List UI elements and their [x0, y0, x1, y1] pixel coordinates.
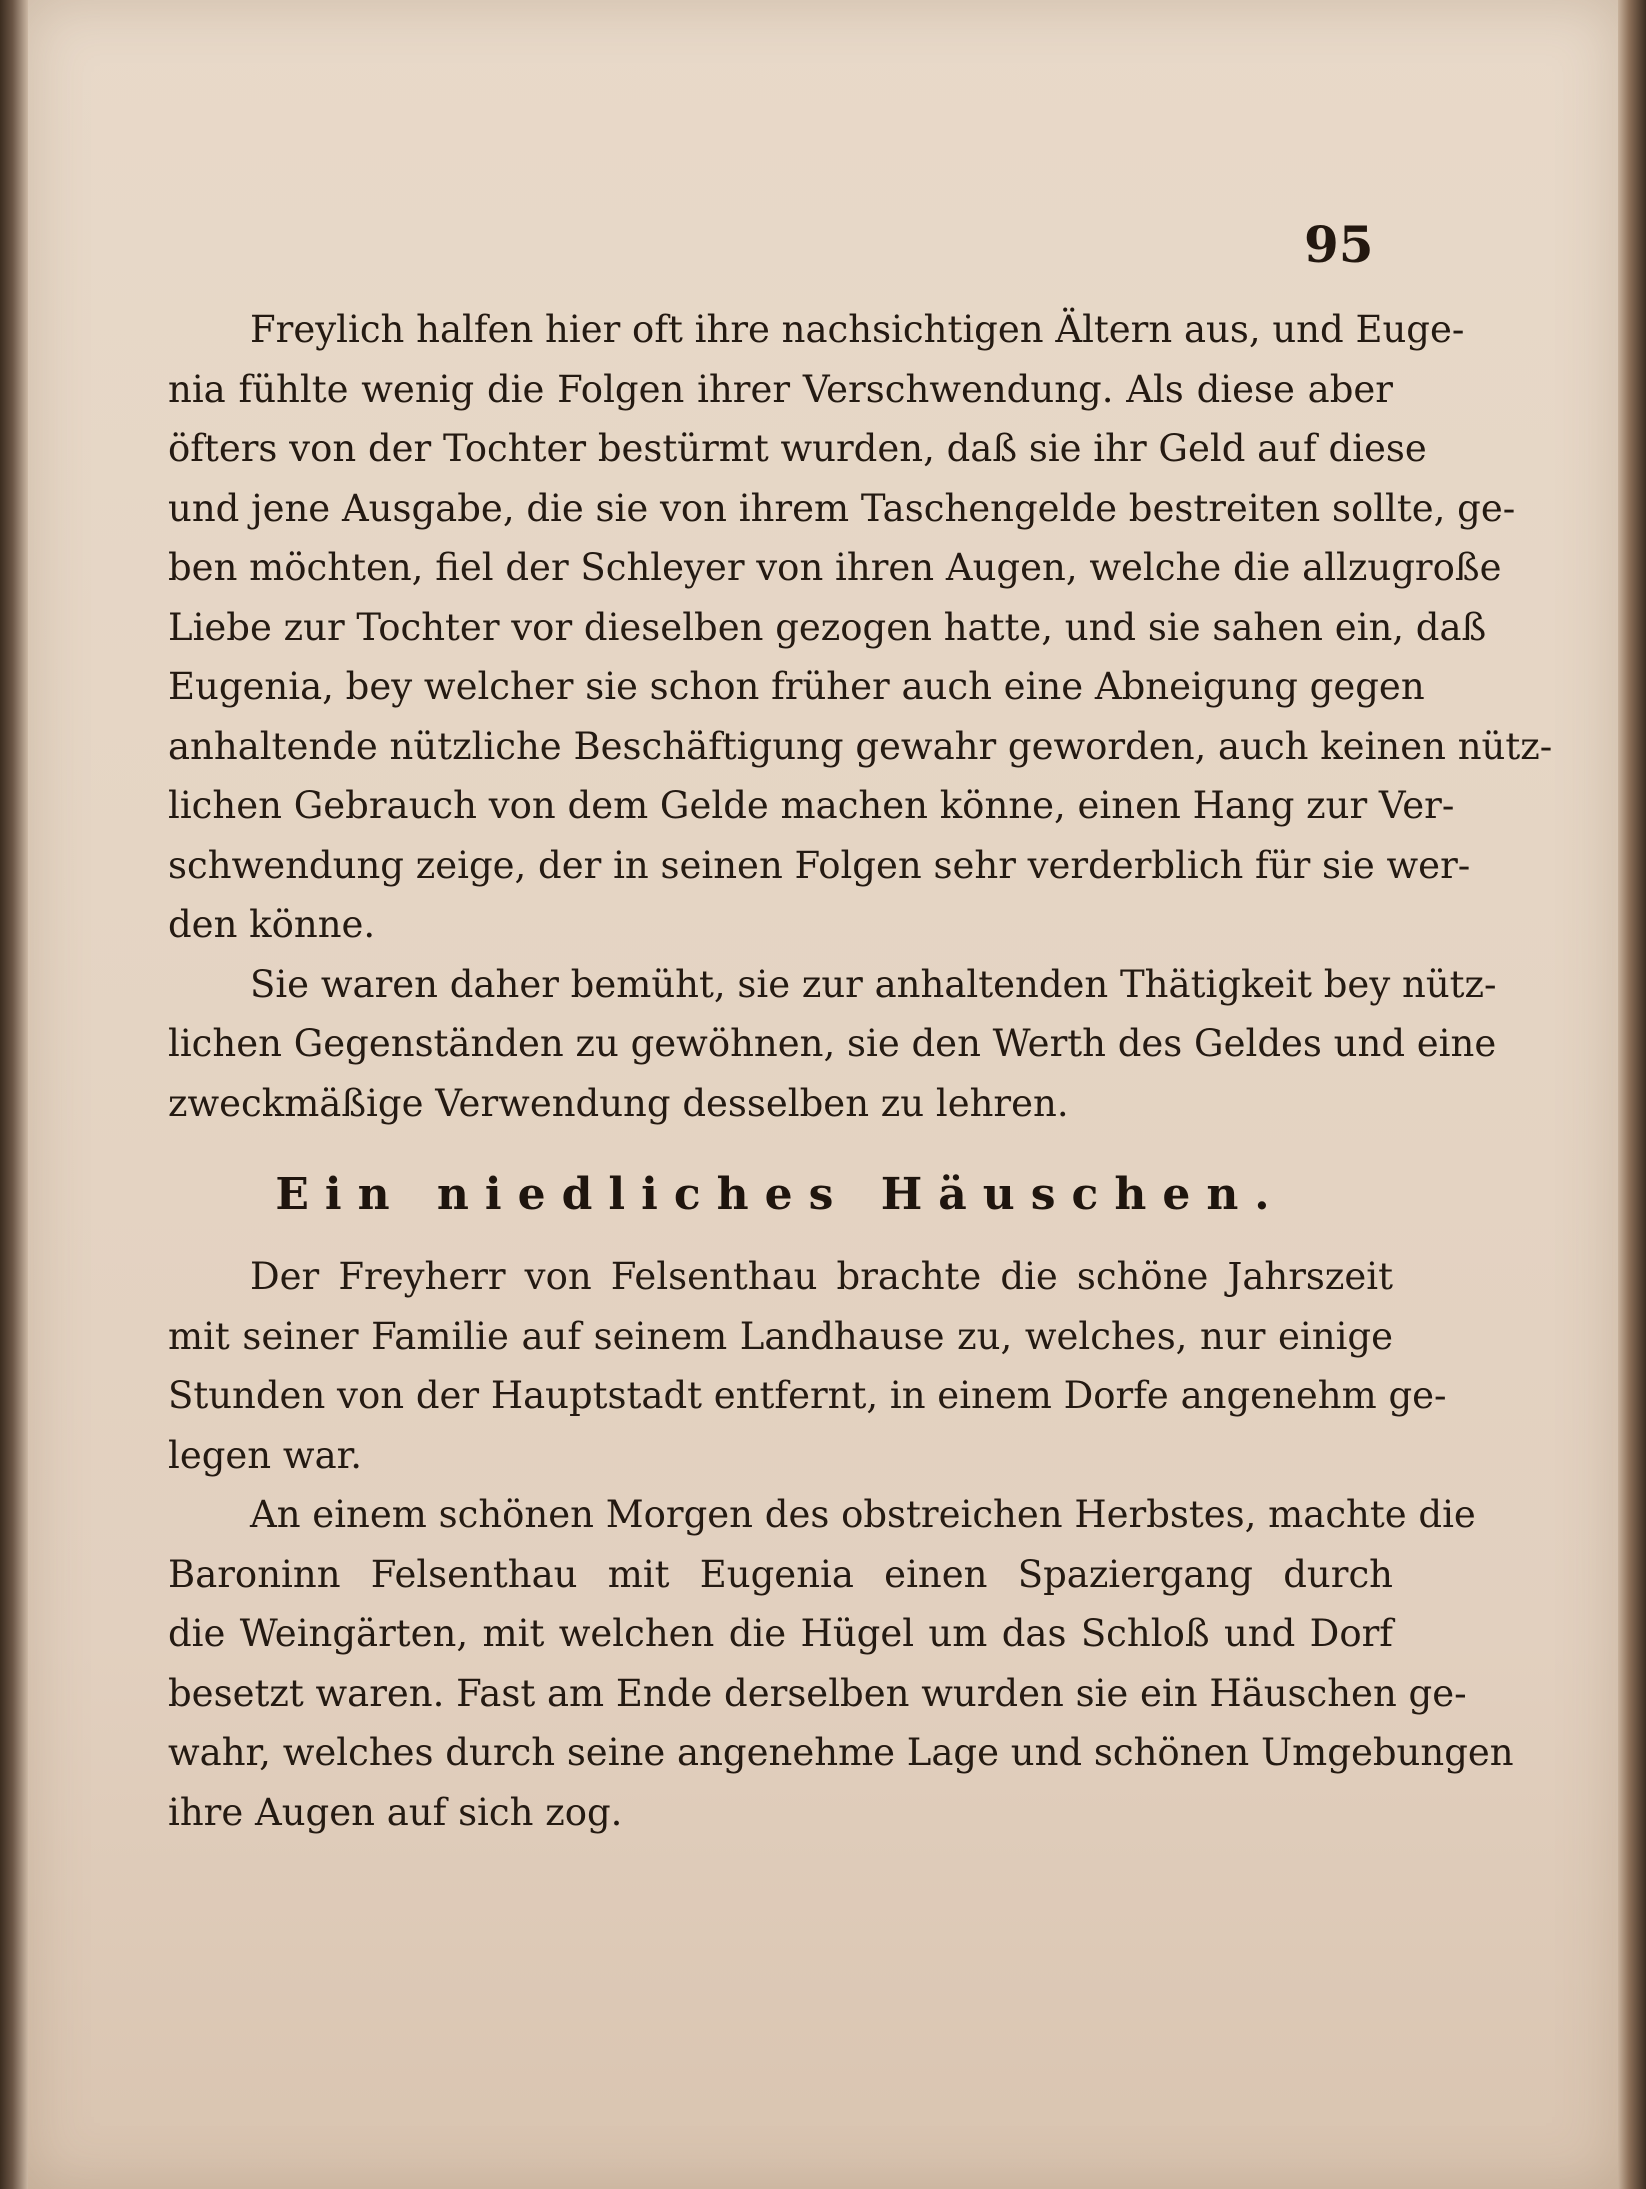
paragraph-4: [168, 1485, 1514, 1842]
text-line: den könne.: [168, 903, 376, 946]
text-line: nia fühlte wenig die Folgen ihrer Verschwendung. Als diese aber: [168, 367, 1393, 411]
text-line: ihre Augen auf sich zog.: [168, 1790, 623, 1834]
text-line: Freylich halfen hier oft ihre nachsichtigen Ältern aus, und Euge-: [250, 308, 1465, 351]
book-page: [28, 0, 1618, 2189]
text-line: ben möchten, fiel der Schleyer von ihren Augen, welche die allzugroße: [168, 546, 1502, 589]
text-line: und jene Ausgabe, die sie von ihrem Taschengelde bestreiten sollte, ge-: [168, 486, 1516, 530]
text-line: wahr, welches durch seine angenehme Lage und schönen Umgebungen: [168, 1731, 1514, 1774]
text-line: öfters von der Tochter bestürmt wurden, daß sie ihr Geld auf diese: [168, 427, 1427, 470]
text-line: Liebe zur Tochter vor dieselben gezogen hatte, und sie sahen ein, daß: [168, 605, 1487, 649]
text-line: lichen Gebrauch von dem Gelde machen könne, einen Hang zur Ver-: [168, 784, 1455, 827]
section-heading: Ein niedliches Häuschen.: [275, 1169, 1286, 1220]
text-line: mit seiner Familie auf seinem Landhause zu, welches, nur einige: [168, 1314, 1393, 1358]
text-line: Sie waren daher bemüht, sie zur anhaltenden Thätigkeit bey nütz-: [250, 962, 1497, 1006]
text-line: Baroninn Felsenthau mit Eugenia einen Spaziergang durch: [168, 1552, 1393, 1596]
text-line: lichen Gegenständen zu gewöhnen, sie den Werth des Geldes und eine: [168, 1022, 1497, 1065]
text-line: Stunden von der Hauptstadt entfernt, in einem Dorfe angenehm ge-: [168, 1374, 1447, 1417]
text-line: die Weingärten, mit welchen die Hügel um das Schloß und Dorf: [168, 1612, 1393, 1655]
text-line: besetzt waren. Fast am Ende derselben wurden sie ein Häuschen ge-: [168, 1671, 1467, 1715]
page-text: [168, 300, 1553, 1842]
page-number: 95: [1304, 215, 1374, 274]
paragraph-3: [168, 1247, 1447, 1485]
text-line: schwendung zeige, der in seinen Folgen sehr verderblich für sie wer-: [168, 843, 1471, 887]
text-line: Der Freyherr von Felsenthau brachte die schöne Jahrszeit: [250, 1255, 1393, 1298]
text-line: legen war.: [168, 1433, 363, 1477]
paragraph-2: [168, 955, 1497, 1134]
paragraph-1: [168, 300, 1553, 955]
page-edge: [1618, 0, 1646, 2189]
text-line: Eugenia, bey welcher sie schon früher auch eine Abneigung gegen: [168, 665, 1425, 708]
text-line: anhaltende nützliche Beschäftigung gewahr geworden, auch keinen nütz-: [168, 724, 1553, 768]
text-line: An einem schönen Morgen des obstreichen Herbstes, machte die: [250, 1493, 1476, 1536]
book-spine: [0, 0, 28, 2189]
text-line: zweckmäßige Verwendung desselben zu lehren.: [168, 1081, 1069, 1125]
